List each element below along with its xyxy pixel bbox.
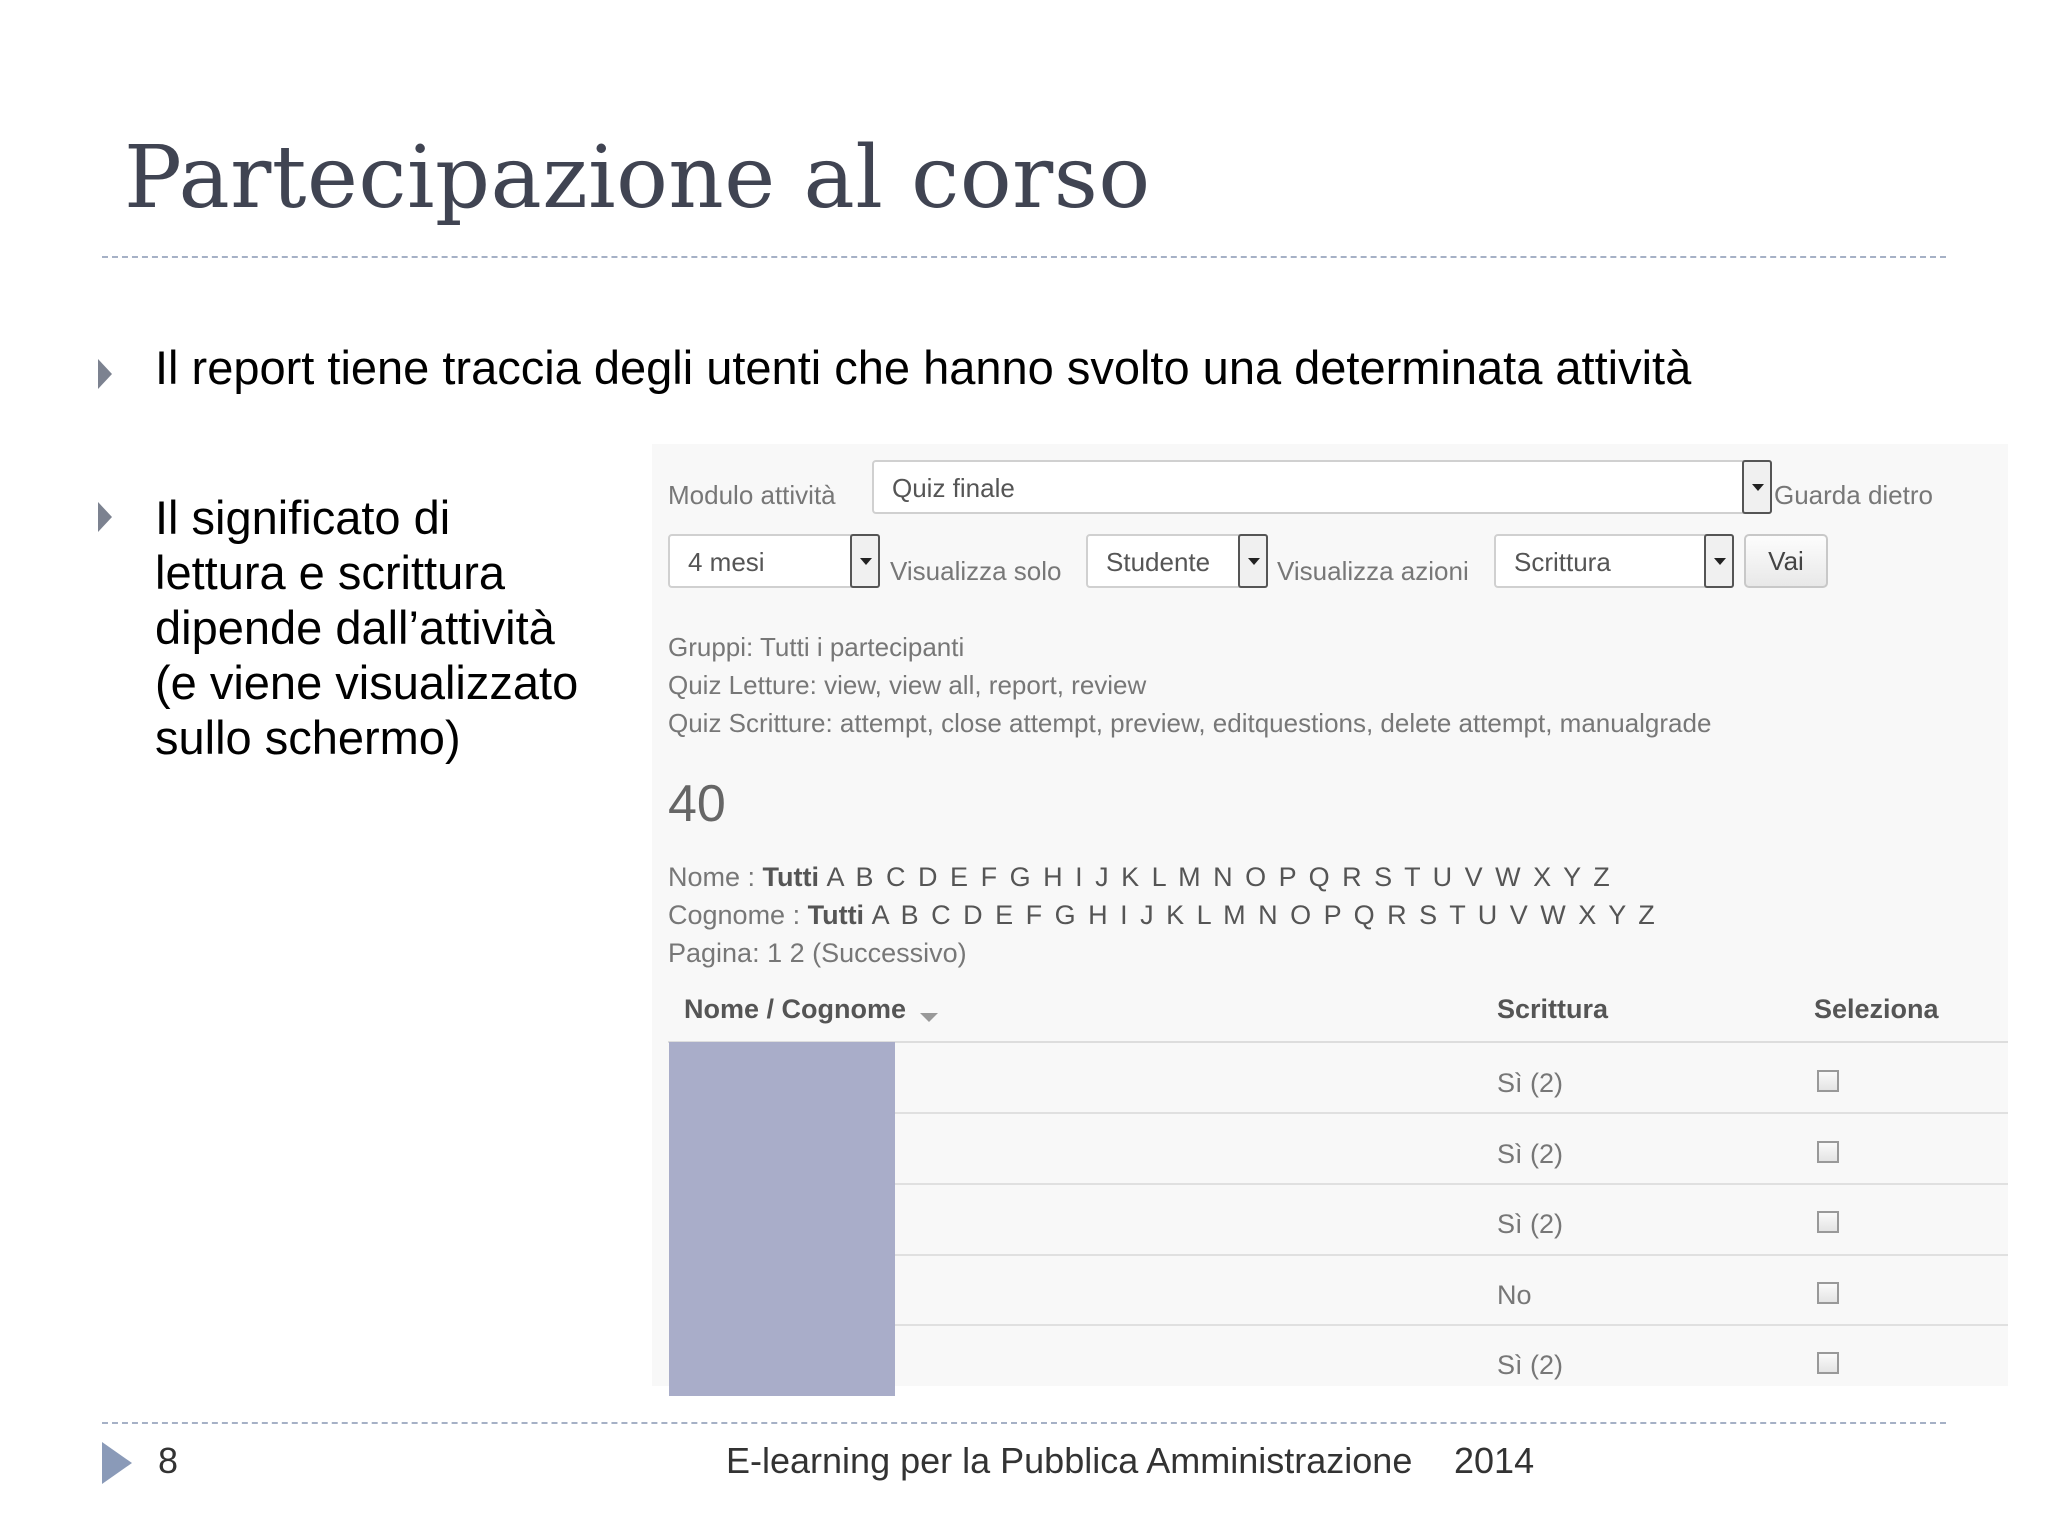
select-checkbox[interactable] <box>1817 1211 1839 1233</box>
select-checkbox[interactable] <box>1817 1352 1839 1374</box>
modulo-select[interactable] <box>872 460 1772 514</box>
first-name-all-link[interactable]: Tutti <box>762 862 820 892</box>
modulo-label: Modulo attività <box>668 480 836 510</box>
chevron-down-icon[interactable] <box>1704 534 1734 588</box>
bullet-line: dipende dall’attività <box>155 601 555 654</box>
scrittura-cell: No <box>1497 1280 1532 1310</box>
footer-year: 2014 <box>1454 1440 1535 1481</box>
row-divider <box>895 1254 2008 1256</box>
pagination[interactable]: Pagina: 1 2 (Successivo) <box>668 938 967 968</box>
bullet-meaning-text <box>155 490 578 765</box>
last-name-filter <box>668 900 1656 931</box>
scrittura-cell: Sì (2) <box>1497 1350 1564 1380</box>
go-button[interactable]: Vai <box>1744 534 1828 588</box>
bullet-line: lettura e scrittura <box>155 546 506 599</box>
row-divider <box>895 1324 2008 1326</box>
bullet-line: (e viene visualizzato <box>155 656 579 709</box>
slide-title: Partecipazione al corso <box>124 128 1151 228</box>
column-header-seleziona: Seleziona <box>1814 994 1939 1024</box>
column-header-name-label: Nome / Cognome <box>684 994 907 1024</box>
first-name-filter <box>668 862 1611 893</box>
column-header-name[interactable] <box>684 994 938 1025</box>
bullet-line: Il significato di <box>155 491 451 544</box>
bullet-line: sullo schermo) <box>155 711 461 764</box>
column-header-scrittura[interactable]: Scrittura <box>1497 994 1609 1024</box>
title-divider <box>102 256 1946 258</box>
first-name-filter-label: Nome : <box>668 862 756 892</box>
action-value: Scrittura <box>1514 547 1611 577</box>
bullet-arrow-icon <box>98 359 112 389</box>
row-divider <box>895 1112 2008 1114</box>
first-name-letter-links[interactable]: A B C D E F G H I J K L M N O P Q R S T U V W X Y Z <box>826 862 1611 892</box>
chevron-down-icon[interactable] <box>1238 534 1268 588</box>
visualizza-solo-label: Visualizza solo <box>890 556 1062 586</box>
redacted-names-block <box>669 1042 895 1396</box>
scrittura-cell: Sì (2) <box>1497 1139 1564 1169</box>
scrittura-cell: Sì (2) <box>1497 1068 1564 1098</box>
bullet-arrow-icon <box>98 502 112 532</box>
scrittura-cell: Sì (2) <box>1497 1209 1564 1239</box>
last-name-letter-links[interactable]: A B C D E F G H I J K L M N O P Q R S T U V W X Y Z <box>871 900 1656 930</box>
last-name-all-link[interactable]: Tutti <box>807 900 865 930</box>
select-checkbox[interactable] <box>1817 1141 1839 1163</box>
select-checkbox[interactable] <box>1817 1070 1839 1092</box>
slide-number: 8 <box>158 1440 179 1481</box>
visualizza-azioni-label: Visualizza azioni <box>1277 556 1469 586</box>
role-select[interactable] <box>1086 534 1268 588</box>
chevron-down-icon[interactable] <box>850 534 880 588</box>
participant-count: 40 <box>668 775 726 833</box>
chevron-down-icon[interactable] <box>1742 460 1772 514</box>
period-value: 4 mesi <box>688 547 765 577</box>
report-screenshot <box>652 444 2008 1386</box>
guarda-dietro-label: Guarda dietro <box>1774 480 1933 510</box>
last-name-filter-label: Cognome : <box>668 900 801 930</box>
sort-desc-icon[interactable] <box>920 1013 938 1022</box>
write-actions-info: Quiz Scritture: attempt, close attempt, preview, editquestions, delete attempt, manualgrade <box>668 708 1712 738</box>
footer-divider <box>102 1422 1946 1424</box>
bullet-report-description: Il report tiene traccia degli utenti che hanno svolto una determinata attività <box>155 341 1692 394</box>
row-divider <box>895 1183 2008 1185</box>
groups-info: Gruppi: Tutti i partecipanti <box>668 632 965 662</box>
footer-title: E-learning per la Pubblica Amministrazione <box>726 1440 1413 1481</box>
period-select[interactable] <box>668 534 880 588</box>
action-select[interactable] <box>1494 534 1734 588</box>
select-checkbox[interactable] <box>1817 1282 1839 1304</box>
footer-arrow-icon <box>102 1442 132 1484</box>
read-actions-info: Quiz Letture: view, view all, report, review <box>668 670 1147 700</box>
modulo-value: Quiz finale <box>892 473 1015 503</box>
role-value: Studente <box>1106 547 1211 577</box>
